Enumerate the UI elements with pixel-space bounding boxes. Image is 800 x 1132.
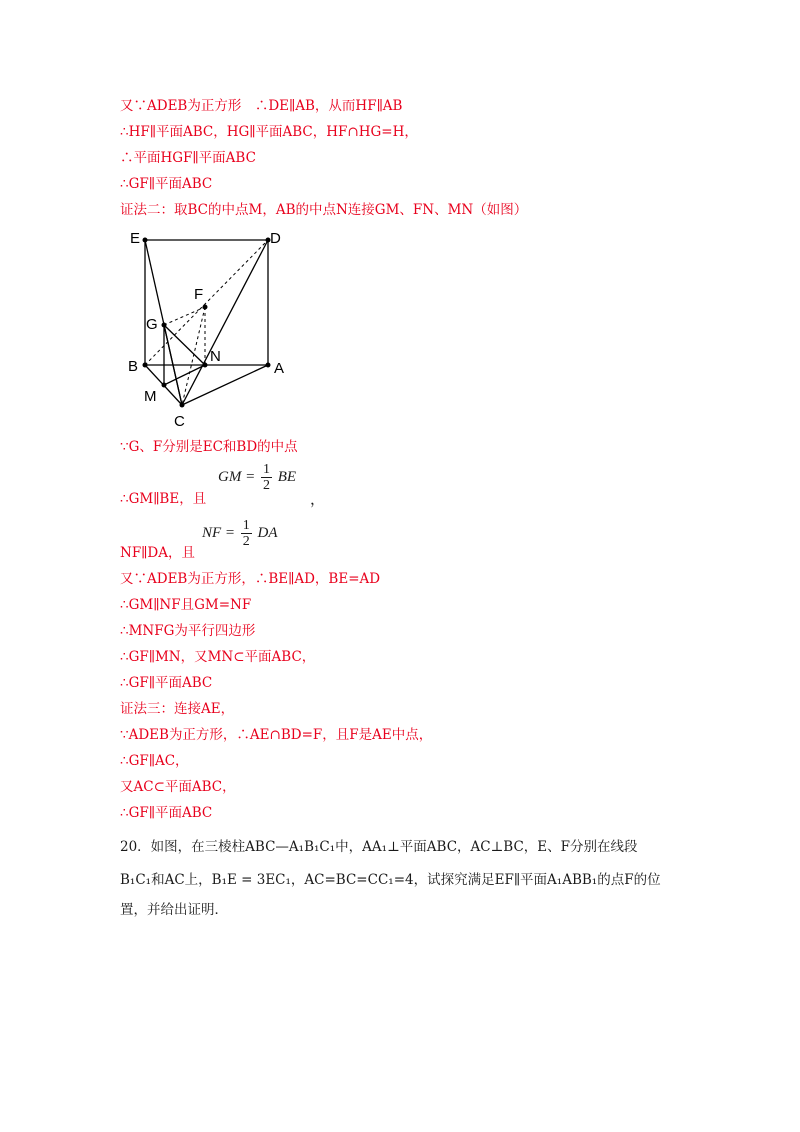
formula-gm-den: 2 bbox=[262, 478, 270, 493]
label-N: N bbox=[210, 348, 221, 365]
label-A: A bbox=[274, 360, 285, 377]
proof2-line-2: ∴GM∥BE，且 bbox=[120, 491, 207, 507]
solution-line-4: ∴GF∥平面ABC bbox=[120, 176, 213, 192]
proof3-line-4: 又AC⊂平面ABC， bbox=[120, 779, 236, 795]
solution-line-2: ∴HF∥平面ABC，HG∥平面ABC，HF∩HG=H， bbox=[120, 124, 418, 140]
proof2-line-4: 又∵ADEB为正方形，∴BE∥AD，BE=AD bbox=[120, 571, 381, 587]
formula-nf-rhs: DA bbox=[257, 524, 278, 541]
proof2-line-8: ∴GF∥平面ABC bbox=[120, 675, 213, 691]
question-20-line-1: 20．如图，在三棱柱ABC—A₁B₁C₁中，AA₁⊥平面ABC，AC⊥BC，E、F分别在线段 bbox=[120, 839, 638, 855]
proof2-line-7: ∴GF∥MN，又MN⊂平面ABC， bbox=[120, 649, 316, 665]
solution-line-1: 又∵ADEB为正方形 ∴DE∥AB，从而HF∥AB bbox=[120, 98, 403, 114]
proof2-line-1: ∵G、F分别是EC和BD的中点 bbox=[120, 439, 298, 455]
question-20-line-2: B₁C₁和AC上，B₁E = 3EC₁，AC=BC=CC₁=4，试探究满足EF∥平面A₁ABB₁的点F的位 bbox=[120, 872, 661, 888]
formula-gm-fraction bbox=[261, 462, 272, 493]
proof3-line-5: ∴GF∥平面ABC bbox=[120, 805, 213, 821]
proof3-line-2: ∵ADEB为正方形，∴AE∩BD=F，且F是AE中点， bbox=[120, 727, 433, 743]
question-20-line-3: 置，并给出证明． bbox=[120, 902, 228, 918]
formula-nf-lhs: NF = bbox=[202, 524, 236, 541]
proof2-line-5: ∴GM∥NF且GM=NF bbox=[120, 597, 252, 613]
formula-nf-num: 1 bbox=[242, 518, 250, 533]
formula-gm-lhs: GM = bbox=[218, 468, 256, 485]
formula-gm bbox=[218, 462, 296, 493]
geometry-figure bbox=[120, 225, 300, 435]
proof3-line-3: ∴GF∥AC， bbox=[120, 753, 189, 769]
solution-line-3: ∴平面HGF∥平面ABC bbox=[120, 150, 256, 166]
formula-nf-fraction bbox=[241, 518, 252, 549]
label-B: B bbox=[128, 358, 139, 375]
label-F: F bbox=[194, 286, 204, 303]
formula-nf-den: 2 bbox=[242, 534, 250, 549]
formula-nf bbox=[202, 518, 278, 549]
formula-gm-num: 1 bbox=[262, 462, 270, 477]
label-G: G bbox=[146, 316, 158, 333]
formula-gm-rhs: BE bbox=[277, 468, 297, 485]
label-D: D bbox=[270, 230, 281, 247]
proof3-line-1: 证法三：连接AE， bbox=[120, 701, 235, 717]
proof2-line-6: ∴MNFG为平行四边形 bbox=[120, 623, 256, 639]
label-C: C bbox=[174, 413, 185, 430]
label-M: M bbox=[144, 388, 157, 405]
formula-gm-comma: ， bbox=[310, 492, 326, 508]
solution-line-5: 证法二：取BC的中点M，AB的中点N连接GM、FN、MN（如图） bbox=[120, 202, 528, 218]
label-E: E bbox=[130, 230, 141, 247]
proof2-line-3: NF∥DA，且 bbox=[120, 545, 195, 561]
